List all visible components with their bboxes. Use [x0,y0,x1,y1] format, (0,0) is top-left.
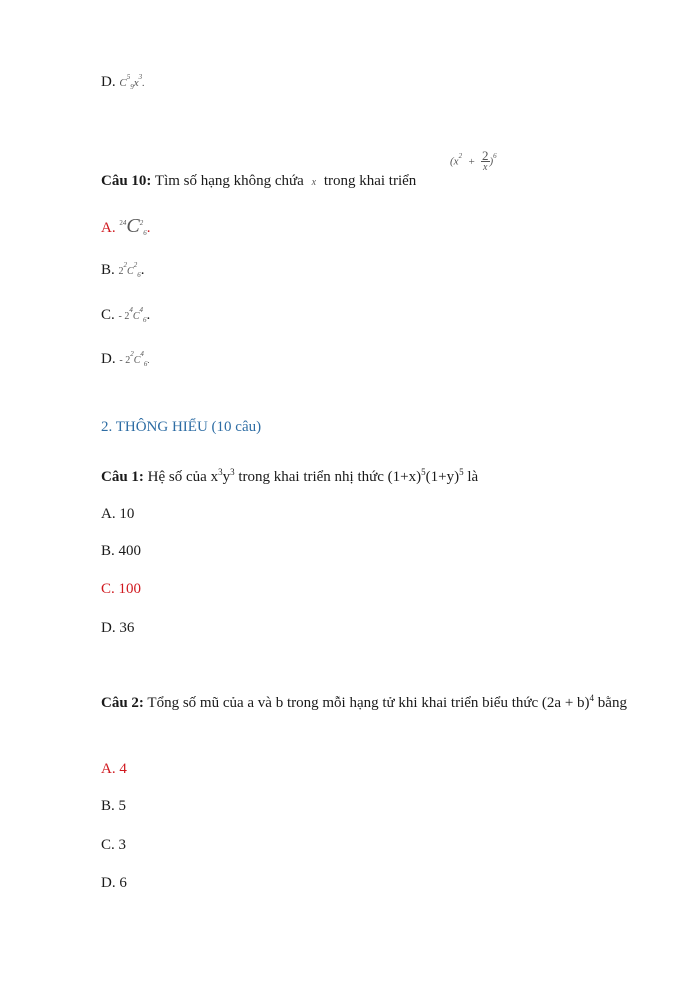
q10-option-c: C. - $2^4C^4_6$. [101,306,151,324]
question-text: Tổng số mũ của a và b trong mỗi hạng tử khi khai triển biểu thức $(2a + b)^4$ bằng [147,693,627,711]
question-label: Câu 10: [101,173,152,189]
q9-option-d [101,72,145,93]
question-label: Câu 2: [101,695,144,711]
option-label: D. [101,74,116,90]
option-formula: $2^2C^2_6$ [118,261,141,279]
binomial-formula: $C^5_9x^3$. [119,73,145,91]
binomial-expression: ($x^2$ + $\frac{2}{x}$ )$^6$ [450,148,497,173]
section-heading: 2. THÔNG HIỂU (10 câu) [101,419,262,435]
fraction: $\frac{2}{x}$ [482,148,489,173]
question-label: Câu 1: [101,469,144,485]
variable-x: x [311,177,317,188]
q2-option-c: C. 3 [101,837,127,853]
question-text-2: trong khai triển [323,173,417,189]
question-text: Tìm số hạng không chứa [154,173,304,189]
q10-option-d: D. - $2^2C^4_6$. [101,350,150,368]
question-10 [101,171,416,193]
option-formula: $^{24}C^2_6$ [119,215,147,237]
q2-option-b: B. 5 [101,798,127,814]
q1-option-a: A. 10 [101,506,135,522]
option-formula: - $2^2C^4_6$ [119,350,148,368]
q1-option-b: B. 400 [101,543,142,559]
q10-option-a: A. $^{24}C^2_6$. [101,215,151,237]
q1-option-d: D. 36 [101,620,135,636]
option-formula: - $2^4C^4_6$ [118,306,147,324]
question-2 [101,687,641,719]
q2-option-a: A. 4 [101,761,127,777]
q1-option-c: C. 100 [101,581,142,597]
question-1 [101,467,478,487]
q2-option-d: D. 6 [101,875,127,891]
question-text: Hệ số của $x^3y^3$ trong khai triển nhị thức $(1+x)^5(1+y)^5$ là [147,467,479,485]
q10-option-b: B. $2^2C^2_6$. [101,261,145,279]
